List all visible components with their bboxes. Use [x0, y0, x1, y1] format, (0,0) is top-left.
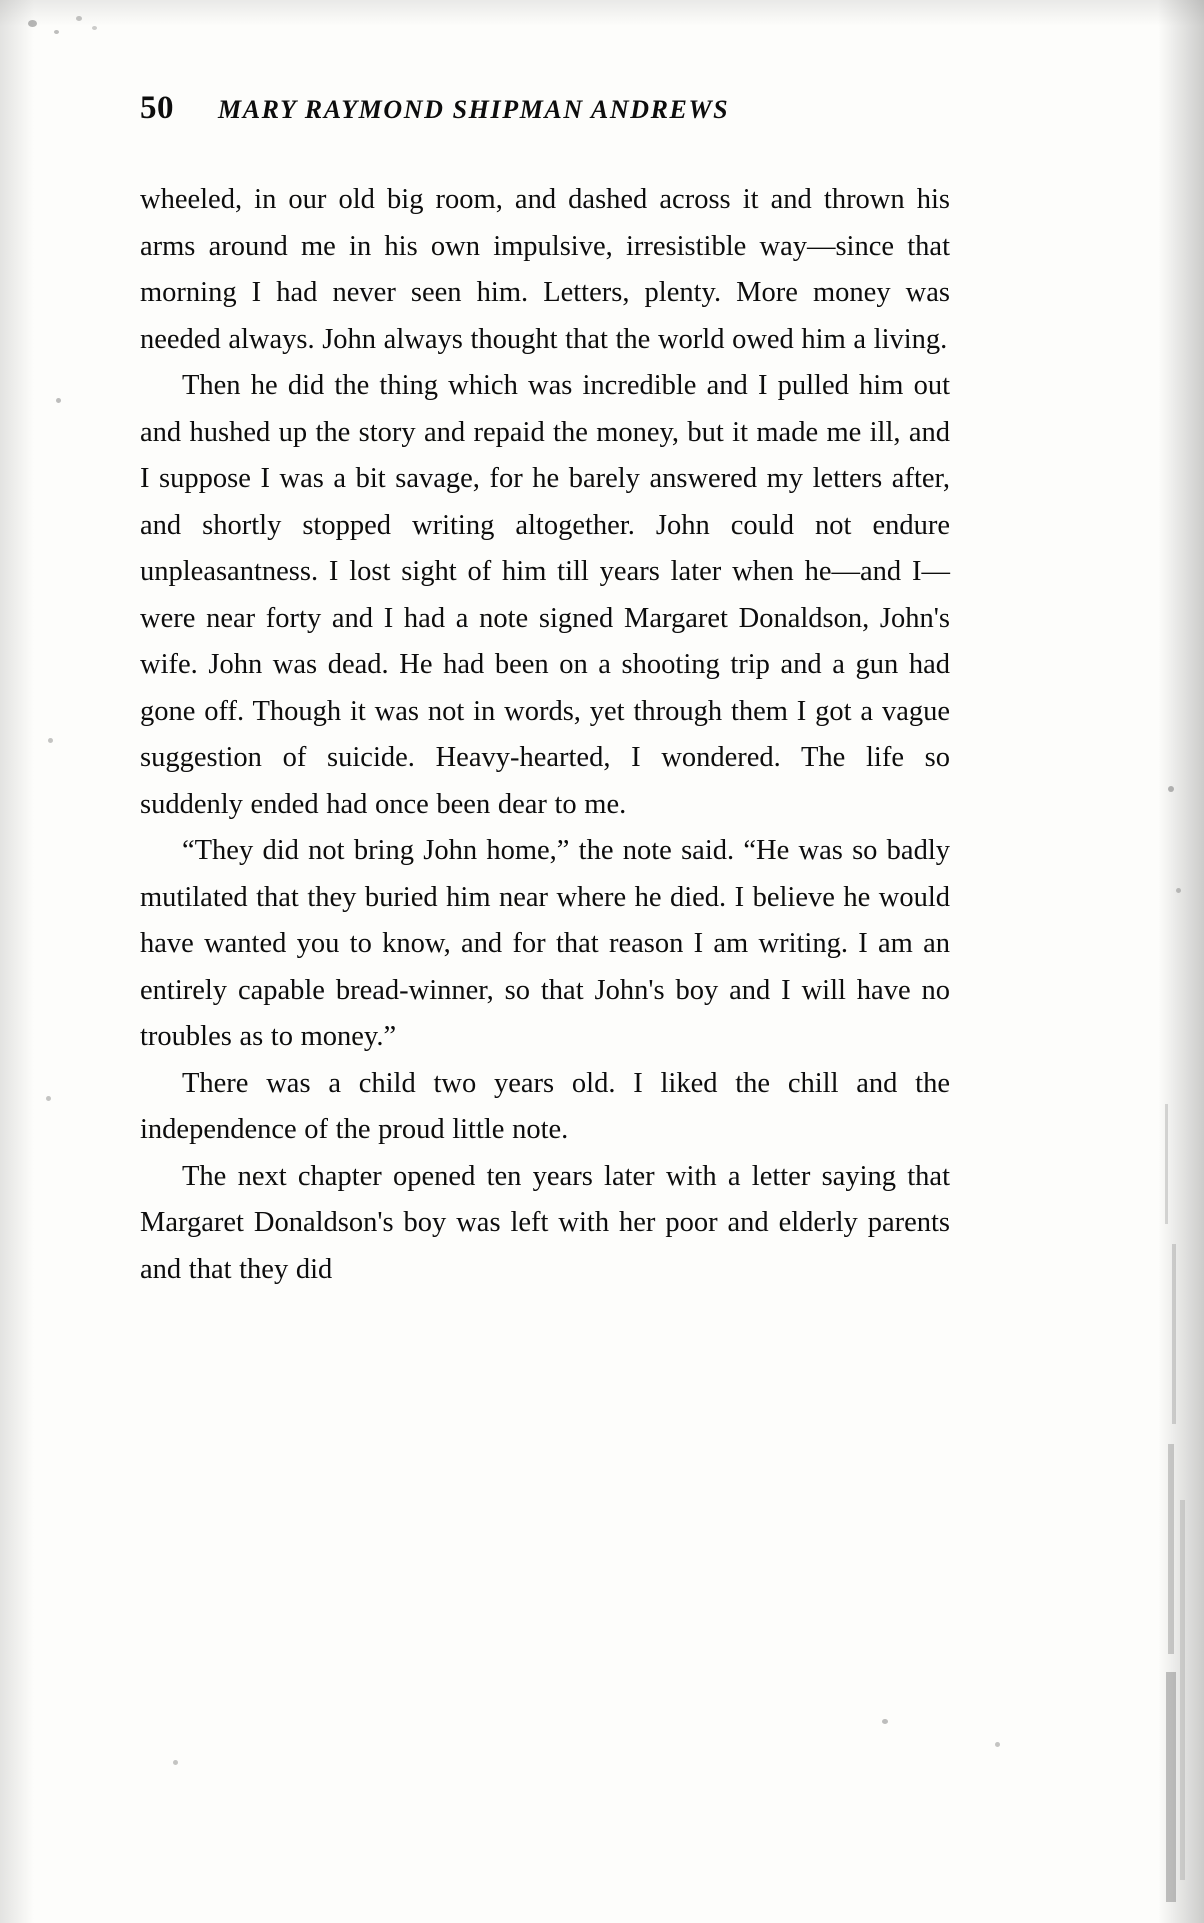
body-paragraph: Then he did the thing which was incredible and I pulled him out and hushed up the story and repaid the money, but it made me ill, and I suppose I was a bit savage, for he barely answered my letters after, and shortly stopped writing altogether. John could not endure unpleasantness. I lost sight of him till years later when he—and I—were near forty and I had a note signed Margaret Donaldson, John's wife. John was dead. He had been on a shooting trip and a gun had gone off. Though it was not in words, yet through them I got a vague suggestion of suicide. Heavy-hearted, I wondered. The life so suddenly ended had once been dear to me. — [140, 370, 950, 820]
scan-streak — [1180, 1500, 1185, 1880]
scan-streak — [1168, 1444, 1174, 1654]
scan-speck — [882, 1719, 888, 1724]
scan-speck — [995, 1742, 1000, 1747]
scan-edge-shadow-top — [0, 0, 1204, 26]
page-content — [140, 92, 950, 1293]
page-number: 50 — [140, 90, 174, 126]
scan-speck — [56, 398, 61, 403]
scan-streak — [1166, 1672, 1176, 1902]
scan-speck — [1168, 786, 1174, 792]
scan-streak — [1172, 1244, 1176, 1424]
scan-speck — [92, 26, 97, 30]
scan-edge-shadow-right — [1158, 0, 1204, 1923]
scan-speck — [173, 1760, 178, 1765]
running-head-title: MARY RAYMOND SHIPMAN ANDREWS — [218, 95, 730, 124]
scan-speck — [48, 738, 53, 743]
scan-speck — [76, 16, 82, 21]
body-paragraph: There was a child two years old. I liked the chill and the independence of the proud little note. — [140, 1067, 950, 1145]
scan-speck — [54, 30, 59, 34]
scan-edge-shadow-left — [0, 0, 34, 1923]
body-paragraph: wheeled, in our old big room, and dashed across it and thrown his arms around me in his own impulsive, irresistible way—since that morning I had never seen him. Letters, plenty. More money was needed always. John always thought that the world owed him a living. — [140, 184, 950, 355]
page-header — [140, 92, 950, 125]
scan-speck — [28, 20, 37, 27]
body-paragraph: The next chapter opened ten years later with a letter saying that Margaret Donaldson's boy was left with her poor and elderly parents and that they did — [140, 1160, 950, 1285]
body-paragraph: “They did not bring John home,” the note said. “He was so badly mutilated that they buried him near where he died. I believe he would have wanted you to know, and for that reason I am writing. I am an entirely capable bread-winner, so that John's boy and I will have no troubles as to money.” — [140, 835, 950, 1052]
scan-speck — [46, 1096, 51, 1101]
scan-speck — [1176, 888, 1181, 893]
scan-streak — [1165, 1104, 1168, 1224]
